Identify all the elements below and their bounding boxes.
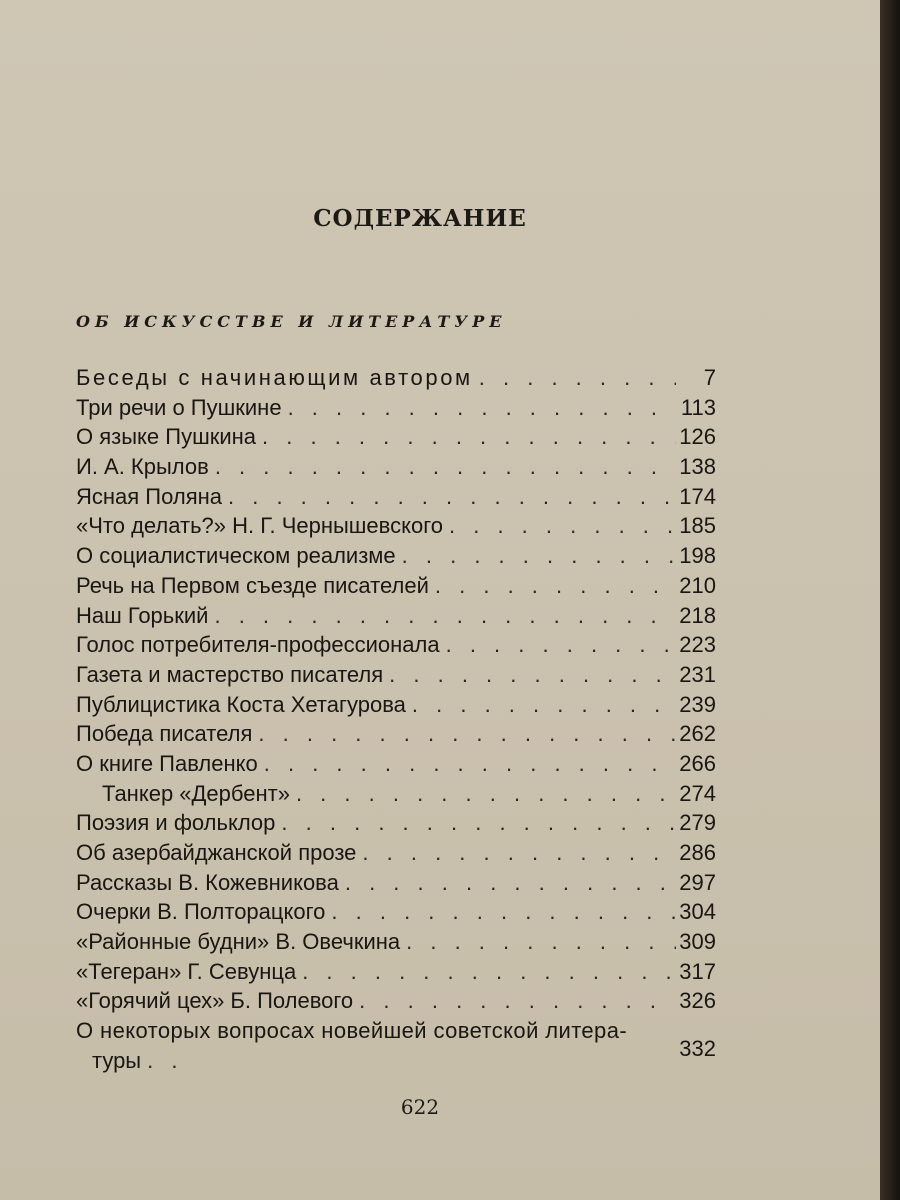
toc-leader-dots [406, 690, 676, 720]
toc-entry [76, 749, 716, 779]
toc-leader-dots [275, 808, 676, 838]
toc-leader-dots [356, 838, 676, 868]
toc-leader-dots [383, 660, 676, 690]
toc-leader-dots [209, 452, 676, 482]
toc-entry-page: 138 [679, 454, 716, 480]
toc-entry-continuation [76, 1046, 716, 1076]
toc-entry-title: О некоторых вопросах новейшей советской литера- [76, 1018, 628, 1044]
toc-entry [76, 868, 716, 898]
toc-entry-title: О социалистическом реализме [76, 543, 396, 569]
toc-entry-page: 126 [679, 424, 716, 450]
toc-entry [76, 363, 716, 393]
toc-leader-dots [258, 749, 676, 779]
toc-leader-dots [339, 868, 676, 898]
toc-leader-dots [290, 779, 676, 809]
toc-leader-dots [282, 393, 676, 423]
toc-entry [76, 511, 716, 541]
toc-entry-title: Голос потребителя-профессионала [76, 632, 440, 658]
toc-entry-title: Наш Горький [76, 602, 209, 628]
toc-entry-page: 185 [679, 513, 716, 539]
toc-entry-page: 266 [679, 750, 716, 776]
toc-leader-dots [473, 363, 676, 393]
toc-entry-title: Ясная Поляна [76, 483, 222, 509]
toc-entry [76, 393, 716, 423]
toc-entry-page: 231 [679, 661, 716, 687]
toc-leader-dots [325, 897, 676, 927]
toc-entry-page: 297 [679, 869, 716, 895]
toc-entry-page: 279 [679, 810, 716, 836]
toc-entry [76, 897, 716, 927]
toc-entry [76, 808, 716, 838]
toc-entry-page: 326 [679, 988, 716, 1014]
toc-leader-dots [141, 1046, 193, 1076]
toc-leader-dots [296, 957, 676, 987]
toc-entry-page: 223 [679, 632, 716, 658]
toc-entry-title: Победа писателя [76, 721, 253, 747]
toc-entry-title: О языке Пушкина [76, 424, 257, 450]
toc-entry-page: 7 [703, 365, 716, 390]
table-of-contents [76, 363, 716, 1076]
toc-entry-title: И. А. Крылов [76, 454, 209, 480]
toc-entry-title-continuation: туры [92, 1048, 142, 1074]
section-title: ОБ ИСКУССТВЕ И ЛИТЕРАТУРЕ [76, 312, 507, 331]
toc-entry [76, 986, 716, 1016]
toc-entry [76, 630, 716, 660]
toc-leader-dots [252, 719, 676, 749]
toc-entry-title: «Районные будни» В. Овечкина [76, 929, 401, 955]
toc-entry-page: 198 [679, 543, 716, 569]
toc-entry [76, 838, 716, 868]
toc-entry-title: Танкер «Дербент» [102, 780, 290, 806]
toc-leader-dots [256, 422, 676, 452]
toc-entry [76, 571, 716, 601]
toc-entry [76, 482, 716, 512]
toc-entry-page: 262 [679, 721, 716, 747]
toc-entry [76, 719, 716, 749]
toc-entry-title: О книге Павленко [76, 750, 258, 776]
toc-entry-title: Поэзия и фольклор [76, 810, 276, 836]
toc-entry-page: 239 [679, 691, 716, 717]
toc-entry [76, 927, 716, 957]
toc-entry-title: Три речи о Пушкине [76, 394, 282, 420]
toc-entry [76, 957, 716, 987]
toc-entry-page: 286 [679, 840, 716, 865]
toc-entry-page: 304 [679, 899, 716, 925]
toc-entry-title: Речь на Первом съезде писателей [76, 572, 429, 598]
toc-entry-page: 174 [679, 483, 716, 509]
binding-edge [880, 0, 900, 1200]
toc-entry-page: 317 [679, 958, 716, 984]
toc-leader-dots [353, 986, 676, 1016]
toc-leader-dots [208, 601, 676, 631]
toc-leader-dots [222, 482, 676, 512]
page-number: 622 [400, 1095, 440, 1119]
toc-entry-title: «Горячий цех» Б. Полевого [76, 988, 354, 1014]
toc-leader-dots [440, 630, 676, 660]
toc-leader-dots [429, 571, 676, 601]
toc-entry-title: Очерки В. Полторацкого [76, 899, 326, 925]
toc-entry [76, 660, 716, 690]
toc-entry-title: Публицистика Коста Хетагурова [76, 691, 406, 717]
toc-entry [76, 452, 716, 482]
toc-entry-title: Беседы с начинающим автором [76, 365, 473, 390]
toc-leader-dots [443, 511, 676, 541]
toc-entry [76, 690, 716, 720]
toc-entry-page: 274 [679, 780, 716, 806]
toc-entry-page: 332 [679, 1036, 716, 1062]
toc-entry-title: Газета и мастерство писателя [76, 661, 384, 687]
toc-entry-title: «Тегеран» Г. Севунца [76, 958, 297, 984]
toc-entry-page: 113 [680, 394, 716, 420]
toc-entry [76, 779, 716, 809]
toc-entry-title: «Что делать?» Н. Г. Чернышевского [76, 513, 443, 539]
toc-leader-dots [400, 927, 676, 957]
toc-entry-page: 218 [679, 602, 716, 628]
toc-entry [76, 422, 716, 452]
toc-entry-page: 210 [679, 572, 716, 598]
toc-leader-dots [396, 541, 676, 571]
toc-entry [76, 601, 716, 631]
toc-entry-title: Рассказы В. Кожевникова [76, 869, 339, 895]
toc-entry [76, 541, 716, 571]
toc-entry-page: 309 [679, 929, 716, 955]
toc-entry-title: Об азербайджанской прозе [76, 840, 357, 865]
contents-heading: СОДЕРЖАНИЕ [313, 205, 527, 232]
